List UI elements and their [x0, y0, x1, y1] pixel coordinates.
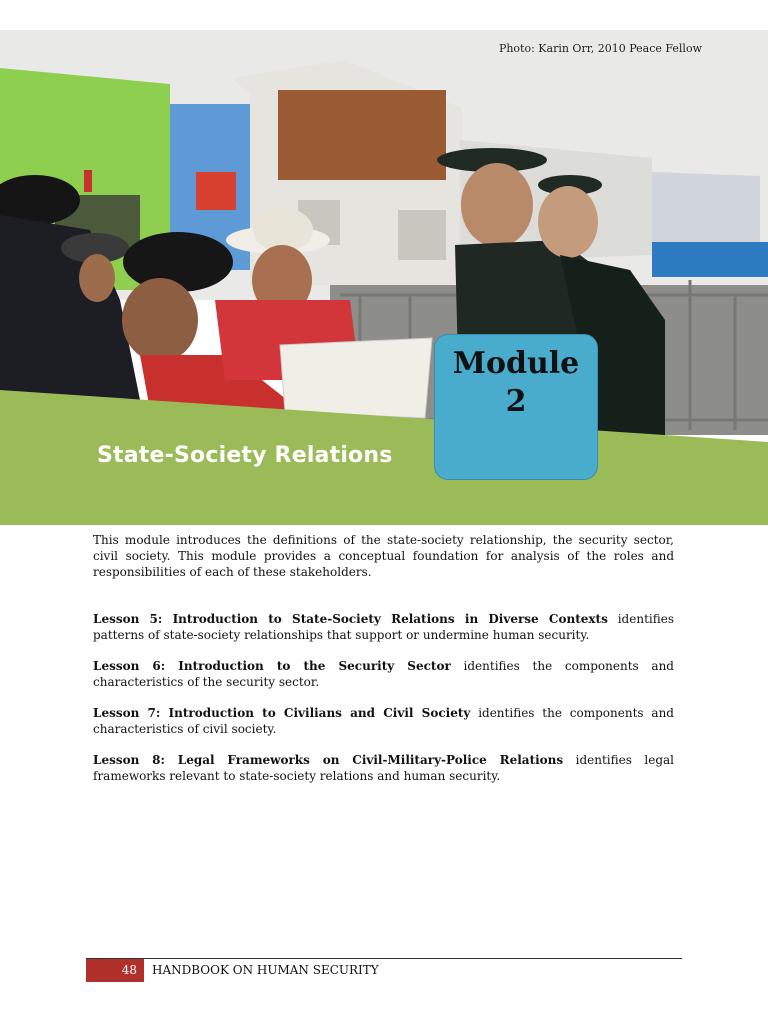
lesson-description: identifies patterns of state-society relationships that support or undermine human security.: [93, 612, 674, 642]
module-label: Module: [452, 346, 580, 381]
footer-rule: [86, 958, 682, 959]
lesson-item: [93, 658, 674, 690]
page-number: 48: [86, 959, 144, 982]
lesson-item: [93, 705, 674, 737]
lesson-description: identifies legal frameworks relevant to state-society relations and human security.: [93, 753, 674, 783]
lesson-description: identifies the components and characteristics of the security sector.: [93, 659, 674, 689]
lesson-title: Lesson 8: Legal Frameworks on Civil-Military-Police Relations: [93, 753, 564, 767]
module-badge: [434, 334, 598, 480]
lesson-item: [93, 611, 674, 643]
lesson-title: Lesson 6: Introduction to the Security Sector: [93, 659, 451, 673]
intro-paragraph: This module introduces the definitions of the state-society relationship, the security sector, civil society. This module provides a conceptual foundation for analysis of the roles and responsibilities of each of these stakeholders.: [93, 533, 674, 579]
footer-title: HANDBOOK ON HUMAN SECURITY: [152, 963, 379, 977]
module-content: [93, 532, 674, 799]
lesson-description: identifies the components and characteristics of civil society.: [93, 706, 674, 736]
lesson-title: Lesson 5: Introduction to State-Society Relations in Diverse Contexts: [93, 612, 608, 626]
photo-credit: Photo: Karin Orr, 2010 Peace Fellow: [498, 42, 702, 55]
section-title: State-Society Relations: [97, 443, 393, 468]
lesson-item: [93, 752, 674, 784]
lesson-title: Lesson 7: Introduction to Civilians and Civil Society: [93, 706, 471, 720]
module-number: 2: [505, 384, 527, 419]
